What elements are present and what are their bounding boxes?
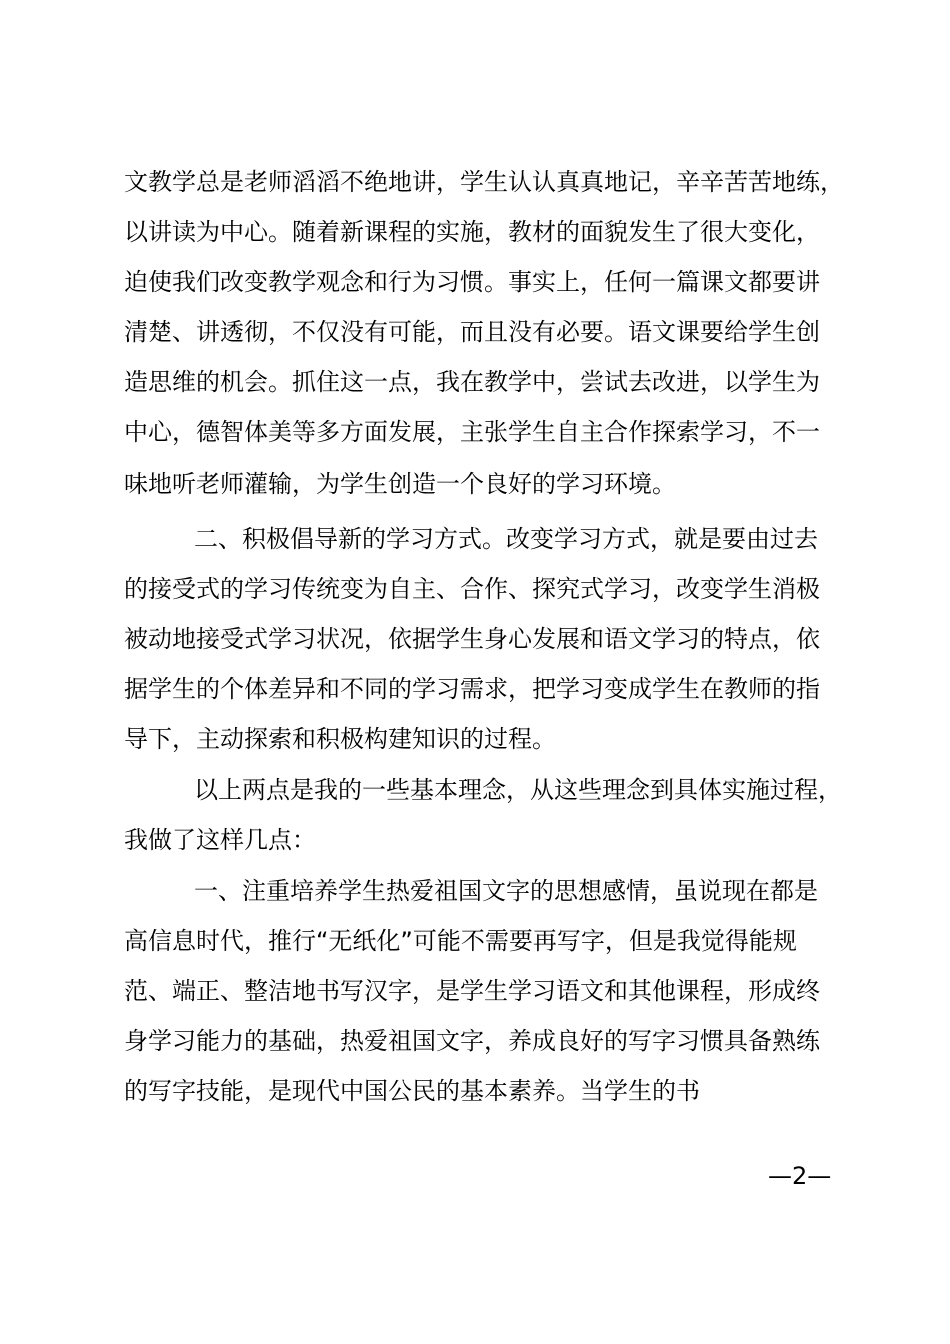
text-line: 味地听老师灌输，为学生创造一个良好的学习环境。: [124, 470, 676, 498]
page-number: —2—: [768, 1162, 832, 1190]
text-line: 被动地接受式学习状况，依据学生身心发展和语文学习的特点，依: [124, 625, 820, 653]
text-line: 的写字技能，是现代中国公民的基本素养。当学生的书: [124, 1077, 700, 1105]
text-line: 以讲读为中心。随着新课程的实施，教材的面貌发生了很大变化，: [124, 218, 820, 246]
text-line: 中心，德智体美等多方面发展，主张学生自主合作探索学习，不一: [124, 418, 820, 446]
text-line: 范、端正、整洁地书写汉字，是学生学习语文和其他课程，形成终: [124, 977, 820, 1005]
text-line: 高信息时代，推行“无纸化”可能不需要再写字，但是我觉得能规: [124, 927, 797, 955]
paragraph-first-line: 一、注重培养学生热爱祖国文字的思想感情，虽说现在都是: [194, 877, 818, 905]
text-line: 迫使我们改变教学观念和行为习惯。事实上，任何一篇课文都要讲: [124, 268, 820, 296]
paragraph-first-line: 二、积极倡导新的学习方式。改变学习方式，就是要由过去: [194, 525, 818, 553]
text-line: 据学生的个体差异和不同的学习需求，把学习变成学生在教师的指: [124, 675, 820, 703]
text-line: 我做了这样几点：: [124, 826, 316, 854]
text-line: 造思维的机会。抓住这一点，我在教学中，尝试去改进，以学生为: [124, 368, 820, 396]
text-line: 身学习能力的基础，热爱祖国文字，养成良好的写字习惯具备熟练: [124, 1027, 820, 1055]
paragraph-first-line: 以上两点是我的一些基本理念，从这些理念到具体实施过程，: [194, 776, 842, 804]
text-line: 文教学总是老师滔滔不绝地讲，学生认认真真地记，辛辛苦苦地练，: [124, 168, 844, 196]
text-line: 的接受式的学习传统变为自主、合作、探究式学习，改变学生消极: [124, 575, 820, 603]
text-line: 清楚、讲透彻，不仅没有可能，而且没有必要。语文课要给学生创: [124, 318, 820, 346]
text-line: 导下，主动探索和积极构建知识的过程。: [124, 725, 556, 753]
